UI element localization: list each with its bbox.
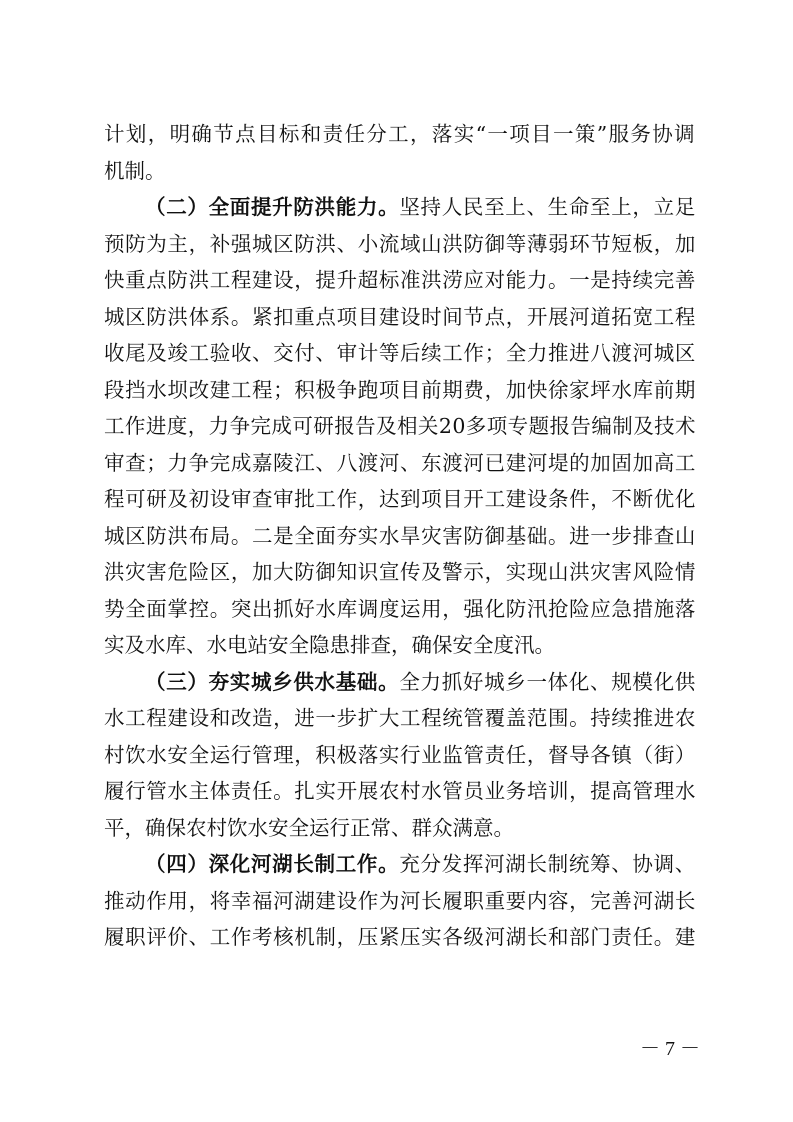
line-text: 洪灾害危险区，加大防御知识宣传及警示，实现山洪灾害风险情	[104, 560, 696, 584]
line-text: 审查；力争完成嘉陵江、八渡河、东渡河已建河堤的加固加高工	[104, 450, 696, 475]
line-text: 预防为主，补强城区防洪、小流域山洪防御等薄弱环节短板，加	[104, 231, 696, 256]
line-text: 收尾及竣工验收、交付、审计等后续工作；全力推进八渡河城区	[104, 341, 696, 365]
text-line	[104, 116, 696, 153]
line-text: 程可研及初设审查审批工作，达到项目开工建设条件，不断优化	[104, 487, 696, 511]
text-line	[104, 226, 696, 263]
line-text: 平，确保农村饮水安全运行正常、群众满意。	[104, 815, 514, 840]
section-heading-line	[104, 189, 696, 226]
line-text: 村饮水安全运行管理，积极落实行业监管责任，督导各镇（街）	[104, 742, 696, 767]
text-line	[104, 883, 696, 920]
line-text: 履职评价、工作考核机制，压紧压实各级河湖长和部门责任。建	[104, 925, 696, 949]
line-text: 城区防洪体系。紧扣重点项目建设时间节点，开展河道拓宽工程	[104, 304, 696, 329]
line-text: 城区防洪布局。二是全面夯实水旱灾害防御基础。进一步排查山	[104, 523, 696, 548]
line-text: 势全面掌控。突出抓好水库调度运用，强化防汛抢险应急措施落	[104, 596, 696, 621]
text-line	[104, 591, 696, 628]
line-text: 履行管水主体责任。扎实开展农村水管员业务培训，提高管理水	[104, 779, 696, 803]
line-text: 全力抓好城乡一体化、规模化供	[399, 669, 697, 694]
text-line	[104, 554, 696, 591]
section-heading-line	[104, 846, 696, 883]
document-body	[104, 116, 696, 956]
line-text: 机制。	[104, 158, 166, 183]
line-text: 实及水库、水电站安全隐患排查，确保安全度汛。	[104, 633, 555, 657]
section-heading-2: （二）全面提升防洪能力。	[145, 195, 400, 219]
text-line	[104, 919, 696, 956]
page-number: － 7 －	[640, 1038, 700, 1060]
text-line	[104, 445, 696, 482]
section-heading-3: （三）夯实城乡供水基础。	[145, 669, 400, 694]
line-text: 段挡水坝改建工程；积极争跑项目前期费，加快徐家坪水库前期	[104, 377, 696, 402]
line-text: 水工程建设和改造，进一步扩大工程统管覆盖范围。持续推进农	[104, 706, 696, 730]
text-line	[104, 299, 696, 336]
line-text: 计划，明确节点目标和责任分工，落实“一项目一策”服务协调	[104, 122, 696, 146]
line-text: 充分发挥河湖长制统筹、协调、	[399, 852, 697, 876]
text-line	[104, 335, 696, 372]
line-text: 快重点防洪工程建设，提升超标准洪涝应对能力。一是持续完善	[104, 268, 696, 292]
text-line	[104, 262, 696, 299]
section-heading-line	[104, 664, 696, 701]
text-line	[104, 153, 696, 190]
line-text: 坚持人民至上、生命至上，立足	[399, 195, 697, 219]
text-line	[104, 408, 696, 445]
text-line	[104, 372, 696, 409]
text-line	[104, 481, 696, 518]
section-heading-4: （四）深化河湖长制工作。	[145, 852, 400, 876]
text-line	[104, 773, 696, 810]
text-line	[104, 810, 696, 847]
text-line	[104, 737, 696, 774]
line-text: 推动作用，将幸福河湖建设作为河长履职重要内容，完善河湖长	[104, 888, 696, 913]
text-line	[104, 518, 696, 555]
text-line	[104, 700, 696, 737]
text-line	[104, 627, 696, 664]
line-text: 工作进度，力争完成可研报告及相关20多项专题报告编制及技术	[104, 414, 696, 438]
